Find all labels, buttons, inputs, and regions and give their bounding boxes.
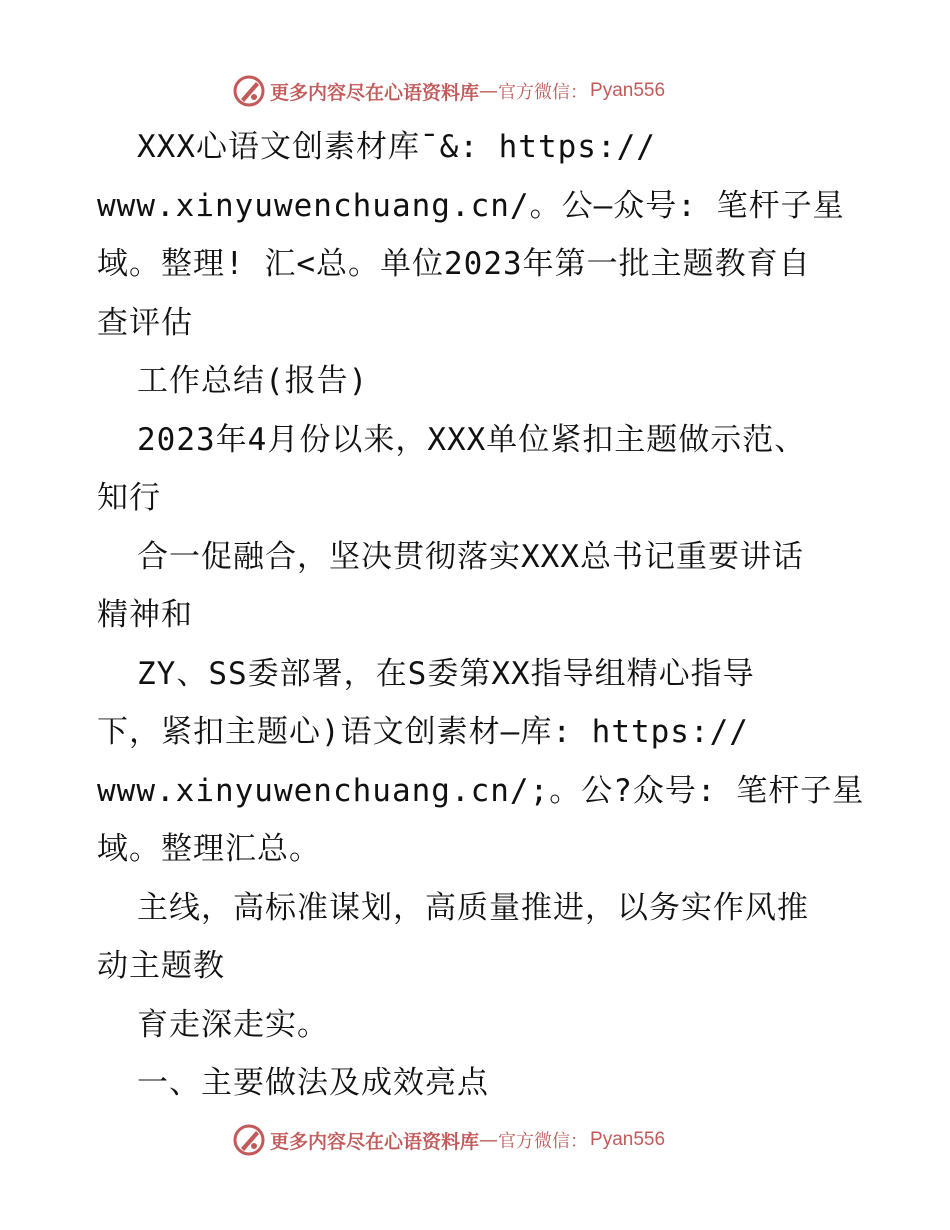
- text-line: 合一促融合，坚决贯彻落实XXX总书记重要讲话: [137, 538, 804, 575]
- watermark-id: Pyan556: [590, 1129, 666, 1150]
- text-line: XXX心语文创素材库¯&: https://: [137, 129, 656, 165]
- watermark-brand: 更多内容尽在心语资料库: [270, 81, 480, 104]
- text-line: 域。整理! 汇<总。单位2023年第一批主题教育自: [97, 246, 811, 282]
- header-watermark: [232, 73, 752, 109]
- text-line: 工作总结(报告): [137, 363, 369, 399]
- section-heading: 一、主要做法及成效亮点: [137, 1065, 489, 1101]
- watermark-subtitle: 官方微信：: [498, 82, 589, 103]
- text-line: www.xinyuwenchuang.cn/;。公?众号: 笔杆子星: [97, 772, 865, 809]
- watermark-brand: 更多内容尽在心语资料库: [270, 1130, 480, 1153]
- text-line: 2023年4月份以来，XXX单位紧扣主题做示范、: [137, 421, 807, 458]
- text-line: 查评估: [97, 304, 193, 341]
- footer-watermark: [232, 1122, 752, 1158]
- watermark-id: Pyan556: [590, 80, 666, 101]
- watermark-dash: —: [479, 1129, 499, 1151]
- text-line: 主线，高标准谋划，高质量推进，以务实作风推: [137, 889, 809, 926]
- text-line: 精神和: [97, 597, 193, 633]
- text-line: 育走深走实。: [137, 1006, 329, 1043]
- text-line: www.xinyuwenchuang.cn/。公—众号: 笔杆子星: [97, 187, 845, 224]
- document-body: [97, 118, 877, 1113]
- text-line: 知行: [97, 480, 161, 516]
- brand-logo-icon: [232, 74, 266, 108]
- text-line: ZY、SS委部署，在S委第XX指导组精心指导: [137, 655, 755, 692]
- brand-logo-icon: [232, 1123, 266, 1157]
- text-line: 动主题教: [97, 948, 225, 984]
- watermark-subtitle: 官方微信：: [498, 1131, 589, 1152]
- watermark-dash: —: [479, 80, 499, 102]
- text-line: 下，紧扣主题心)语文创素材—库: https://: [97, 714, 749, 750]
- text-line: 域。整理汇总。: [97, 831, 321, 867]
